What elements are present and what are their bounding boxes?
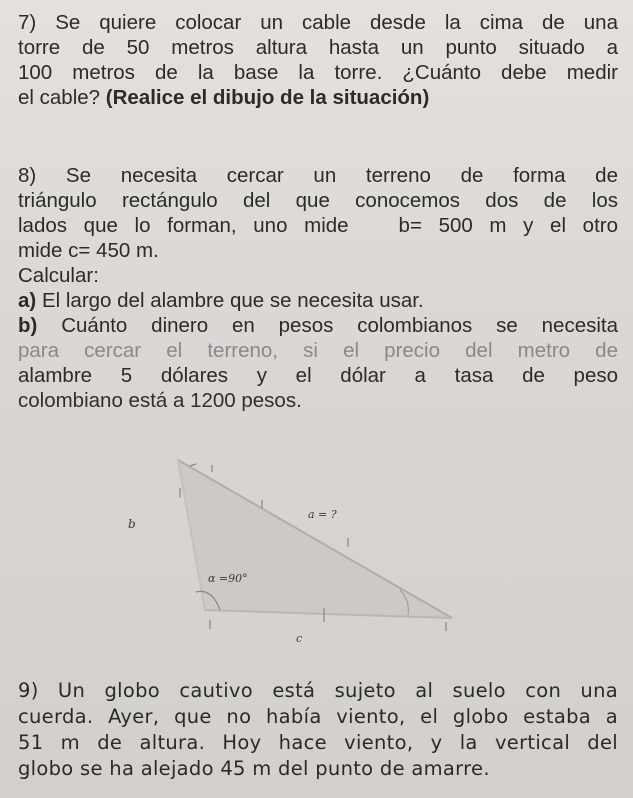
part-a-text: El largo del alambre que se necesita usar. [41,289,424,312]
problem-7-instruction: (Realice el dibujo de la situación) [105,86,430,109]
problem-8 [18,163,618,413]
problem-9 [18,678,618,782]
right-triangle-figure [100,430,480,660]
part-b-line: colombiano está a 1200 pesos. [18,389,302,412]
problem-7-line: 7) Se quiere colocar un cable desde la cima de una [18,11,618,34]
problem-8-part-a [18,288,618,313]
problem-9-line: cuerda. Ayer, que no había viento, el globo estaba a [18,705,618,728]
problem-8-line: 8) Se necesita cercar un terreno de forma de [18,164,618,187]
part-b-line: Cuánto dinero en pesos colombianos se necesita [61,314,618,337]
problem-9-line: 51 m de altura. Hoy hace viento, y la vertical del [18,731,618,754]
problem-7-line: torre de 50 metros altura hasta un punto situado a [18,36,618,59]
problem-7-last-line [18,85,618,110]
problem-7-line: el cable? [18,86,101,109]
part-b-label: b) [18,314,38,337]
part-b-line: alambre 5 dólares y el dólar a tasa de peso [18,364,618,387]
problem-8-line: Calcular: [18,264,99,287]
problem-8-line: triángulo rectángulo del que conocemos dos de los [18,189,618,212]
part-b-line: para cercar el terreno, si el precio del metro de [18,339,618,362]
problem-7-line: 100 metros de la base la torre. ¿Cuánto debe medir [18,61,618,84]
problem-8-part-b [18,313,618,338]
label-b: b [128,517,136,531]
label-alpha: α =90° [208,572,248,585]
problem-9-line: 9) Un globo cautivo está sujeto al suelo con una [18,679,618,702]
part-a-label: a) [18,289,37,312]
label-a: a = ? [308,508,337,521]
problem-8-line: mide c= 450 m. [18,239,159,262]
problem-9-line: globo se ha alejado 45 m del punto de amarre. [18,757,490,780]
problem-8-line: lados que lo forman, uno mide b= 500 m y el otro [18,214,618,237]
problem-7 [18,10,618,110]
label-c: c [296,632,303,645]
